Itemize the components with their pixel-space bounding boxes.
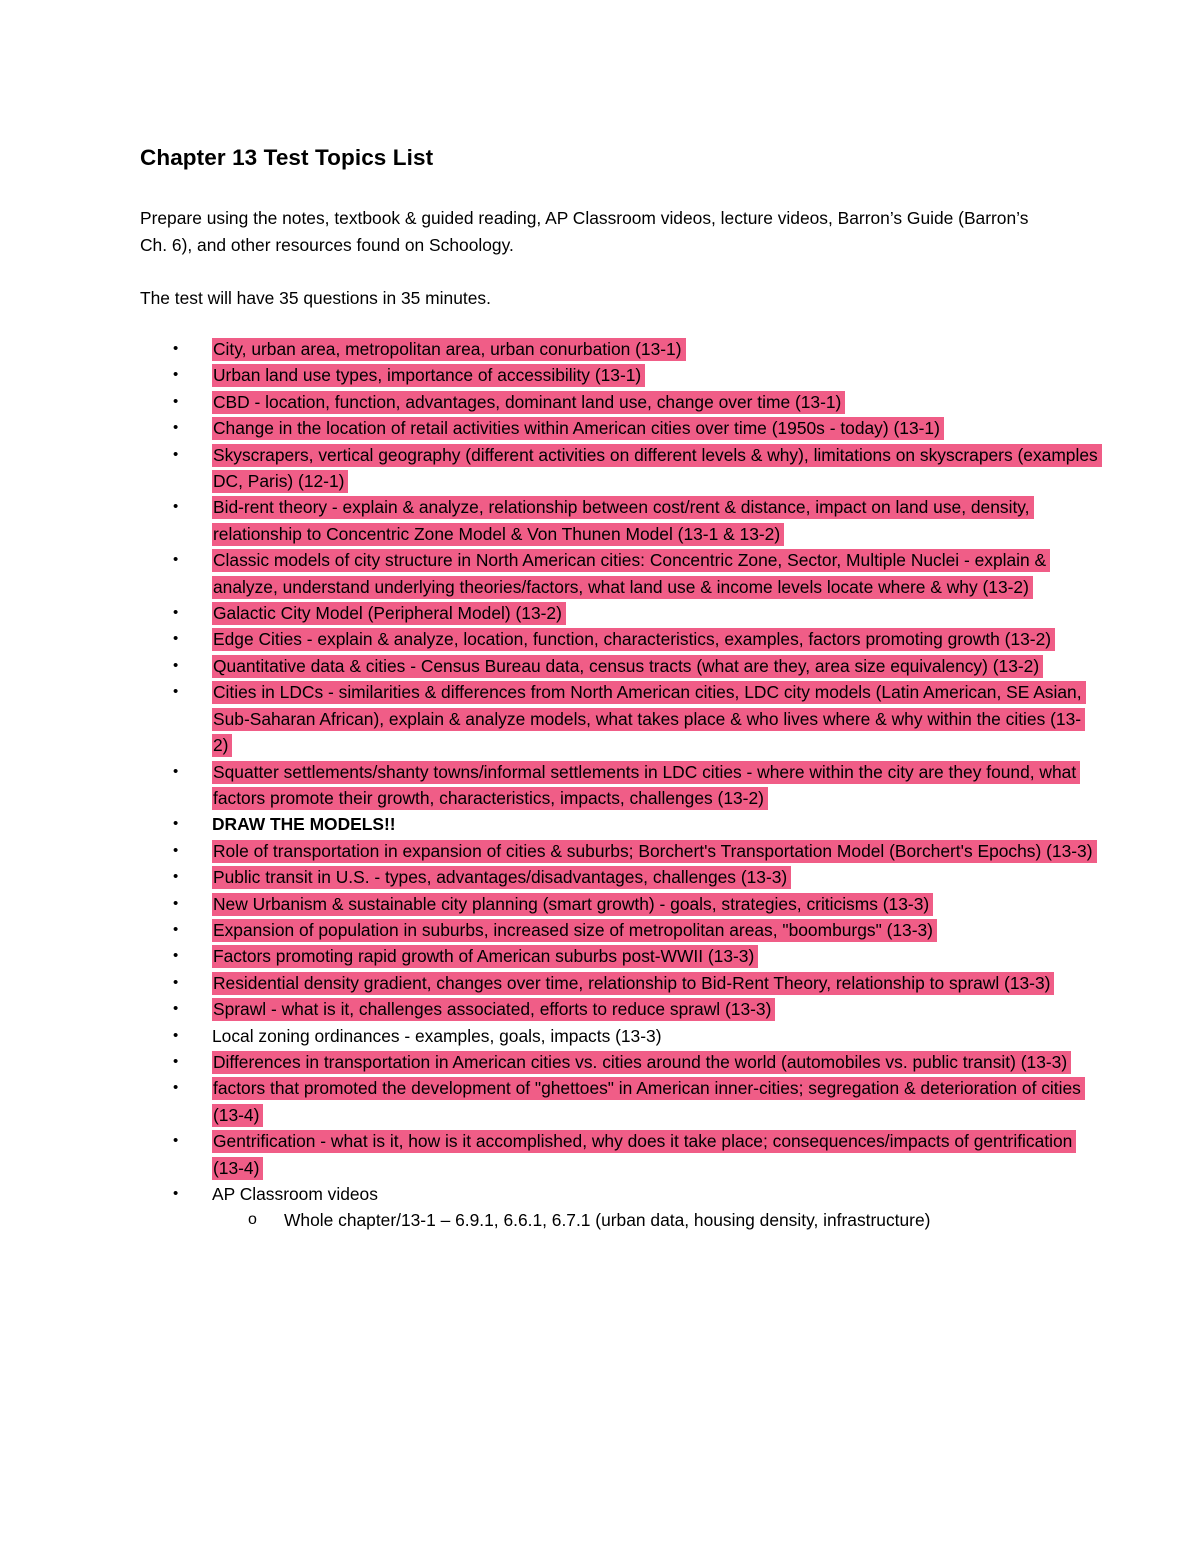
topic-text: Expansion of population in suburbs, increased size of metropolitan areas, "boomburgs" (13-3) xyxy=(212,919,937,942)
bullet-icon: • xyxy=(173,498,179,516)
topic-text: Sprawl - what is it, challenges associated, efforts to reduce sprawl (13-3) xyxy=(212,998,775,1021)
bullet-icon: • xyxy=(173,1132,179,1150)
list-item xyxy=(140,626,1100,652)
list-item xyxy=(140,442,1100,495)
list-item xyxy=(140,653,1100,679)
bullet-icon: • xyxy=(173,973,179,991)
list-item xyxy=(140,970,1100,996)
list-item xyxy=(140,415,1100,441)
list-item xyxy=(140,547,1100,600)
topic-text: City, urban area, metropolitan area, urban conurbation (13-1) xyxy=(212,338,686,361)
bullet-icon: • xyxy=(173,419,179,437)
list-item xyxy=(140,811,1100,837)
list-item xyxy=(140,996,1100,1022)
topic-text: DRAW THE MODELS!! xyxy=(212,814,396,835)
topic-text: Classic models of city structure in North American cities: Concentric Zone, Sector, Multiple Nuclei - explain & analyze, understand underlying theories/factors, what land use & income levels locate where & why (13-2) xyxy=(212,549,1050,598)
bullet-icon: • xyxy=(173,445,179,463)
sub-topic-text: Whole chapter/13-1 – 6.9.1, 6.6.1, 6.7.1 (urban data, housing density, infrastructure) xyxy=(284,1210,931,1231)
bullet-icon: • xyxy=(173,894,179,912)
bullet-icon: • xyxy=(173,656,179,674)
list-item xyxy=(140,336,1100,362)
list-item xyxy=(140,679,1100,758)
topic-text: Role of transportation in expansion of cities & suburbs; Borchert's Transportation Model (Borchert's Epochs) (13-3) xyxy=(212,840,1097,863)
list-item xyxy=(140,1075,1100,1128)
bullet-icon: • xyxy=(173,1185,179,1202)
intro-paragraph: Prepare using the notes, textbook & guided reading, AP Classroom videos, lecture videos, Barron’s Guide (Barron’s Ch. 6), and other resources found on Schoology. xyxy=(140,208,1029,255)
list-item xyxy=(140,838,1100,864)
topic-text: Gentrification - what is it, how is it accomplished, why does it take place; consequences/impacts of gentrification (13-4) xyxy=(212,1130,1076,1179)
list-item xyxy=(140,389,1100,415)
topic-text: Public transit in U.S. - types, advantages/disadvantages, challenges (13-3) xyxy=(212,866,791,889)
topic-text: CBD - location, function, advantages, dominant land use, change over time (13-1) xyxy=(212,391,845,414)
document-title: Chapter 13 Test Topics List xyxy=(140,145,434,170)
topic-text: Skyscrapers, vertical geography (different activities on different levels & why), limitations on skyscrapers (examples DC, Paris) (12-1) xyxy=(212,444,1102,493)
topic-text: Bid-rent theory - explain & analyze, relationship between cost/rent & distance, impact on land use, density, relationship to Concentric Zone Model & Von Thunen Model (13-1 & 13-2) xyxy=(212,496,1034,545)
topic-text: Edge Cities - explain & analyze, location, function, characteristics, examples, factors promoting growth (13-2) xyxy=(212,628,1055,651)
bullet-icon: • xyxy=(173,392,179,410)
list-item xyxy=(140,891,1100,917)
topic-text: Urban land use types, importance of accessibility (13-1) xyxy=(212,364,645,387)
sub-list-item xyxy=(212,1207,1100,1233)
list-item xyxy=(140,362,1100,388)
test-info: The test will have 35 questions in 35 minutes. xyxy=(140,288,491,308)
topic-text: AP Classroom videos xyxy=(212,1184,378,1204)
bullet-icon: • xyxy=(173,1052,179,1070)
bullet-icon: • xyxy=(173,947,179,965)
list-item xyxy=(140,1128,1100,1181)
list-item xyxy=(140,1023,1100,1049)
topic-text: Differences in transportation in American cities vs. cities around the world (automobiles vs. public transit) (13-3) xyxy=(212,1051,1071,1074)
topic-text: Factors promoting rapid growth of American suburbs post-WWII (13-3) xyxy=(212,945,758,968)
list-item xyxy=(140,494,1100,547)
bullet-icon: • xyxy=(173,920,179,938)
topic-text: New Urbanism & sustainable city planning (smart growth) - goals, strategies, criticisms (13-3) xyxy=(212,893,933,916)
bullet-icon: • xyxy=(173,841,179,859)
list-item xyxy=(140,600,1100,626)
sub-list xyxy=(212,1207,1100,1233)
bullet-icon: • xyxy=(173,366,179,384)
topics-list xyxy=(140,336,1100,1234)
topic-text: Residential density gradient, changes over time, relationship to Bid-Rent Theory, relationship to sprawl (13-3) xyxy=(212,972,1054,995)
list-item xyxy=(140,864,1100,890)
bullet-icon: • xyxy=(173,1026,179,1044)
topic-text: Galactic City Model (Peripheral Model) (13-2) xyxy=(212,602,566,625)
list-item xyxy=(140,943,1100,969)
topic-text: Cities in LDCs - similarities & differences from North American cities, LDC city models (Latin American, SE Asian, Sub-Saharan African), explain & analyze models, what takes place & who lives where & why within the cities (13-2) xyxy=(212,681,1086,757)
list-item xyxy=(140,1049,1100,1075)
bullet-icon: • xyxy=(173,815,179,833)
list-item xyxy=(140,917,1100,943)
topic-text: Quantitative data & cities - Census Bureau data, census tracts (what are they, area size equivalency) (13-2) xyxy=(212,655,1043,678)
bullet-icon: • xyxy=(173,551,179,569)
bullet-icon: • xyxy=(173,604,179,622)
topic-text: Local zoning ordinances - examples, goals, impacts (13-3) xyxy=(212,1025,662,1046)
bullet-icon: • xyxy=(173,1079,179,1097)
bullet-icon: • xyxy=(173,340,179,357)
topic-text: Change in the location of retail activities within American cities over time (1950s - today) (13-1) xyxy=(212,417,944,440)
topic-text: Squatter settlements/shanty towns/informal settlements in LDC cities - where within the city are they found, what factors promote their growth, characteristics, impacts, challenges (13-2) xyxy=(212,761,1080,810)
circle-bullet-icon: o xyxy=(248,1211,257,1229)
topic-text: factors that promoted the development of "ghettoes" in American inner-cities; segregation & deterioration of cities (13-4) xyxy=(212,1077,1085,1126)
bullet-icon: • xyxy=(173,868,179,886)
bullet-icon: • xyxy=(173,762,179,780)
bullet-icon: • xyxy=(173,683,179,701)
list-item xyxy=(140,1181,1100,1234)
bullet-icon: • xyxy=(173,630,179,648)
list-item xyxy=(140,759,1100,812)
bullet-icon: • xyxy=(173,1000,179,1018)
